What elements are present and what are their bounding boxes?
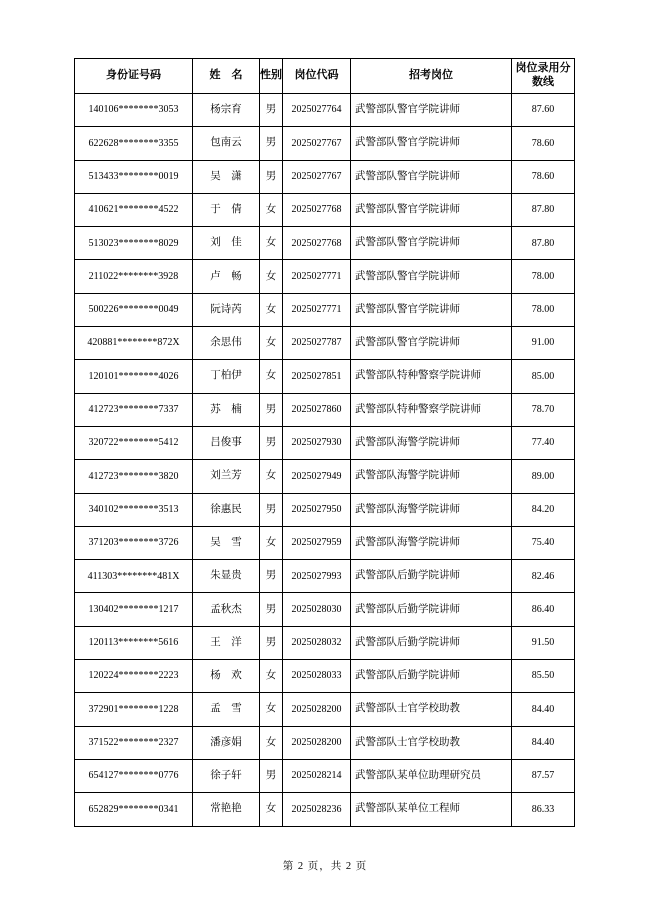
cell-position: 武警部队警官学院讲师 [351,227,512,260]
cell-score: 78.60 [512,127,575,160]
cell-position-code: 2025027767 [283,160,351,193]
table-row [75,560,575,593]
cell-gender: 女 [260,327,283,360]
cell-position-code: 2025027787 [283,327,351,360]
cell-gender: 男 [260,160,283,193]
table-row [75,360,575,393]
cell-name: 杨宗育 [193,94,260,127]
cell-name: 吴 雪 [193,526,260,559]
cell-gender: 男 [260,493,283,526]
cell-score: 86.40 [512,593,575,626]
table-row [75,793,575,826]
cell-name: 苏 楠 [193,393,260,426]
cell-gender: 男 [260,759,283,792]
cell-position-code: 2025028032 [283,626,351,659]
cell-gender: 女 [260,793,283,826]
cell-id-number: 130402********1217 [75,593,193,626]
cell-position: 武警部队警官学院讲师 [351,94,512,127]
cell-gender: 女 [260,193,283,226]
cell-name: 朱显贵 [193,560,260,593]
cell-score: 91.50 [512,626,575,659]
cell-gender: 女 [260,227,283,260]
cell-id-number: 412723********3820 [75,460,193,493]
cell-name: 孟秋杰 [193,593,260,626]
cell-id-number: 211022********3928 [75,260,193,293]
cell-gender: 女 [260,693,283,726]
cell-position: 武警部队警官学院讲师 [351,193,512,226]
cell-name: 徐子轩 [193,759,260,792]
cell-position-code: 2025027949 [283,460,351,493]
cell-score: 87.57 [512,759,575,792]
cell-name: 卢 畅 [193,260,260,293]
cell-position-code: 2025027771 [283,260,351,293]
cell-id-number: 622628********3355 [75,127,193,160]
cell-id-number: 120101********4026 [75,360,193,393]
cell-position-code: 2025027767 [283,127,351,160]
cell-position: 武警部队某单位助理研究员 [351,759,512,792]
table-row [75,127,575,160]
table-body [75,94,575,827]
cell-score: 87.80 [512,227,575,260]
cell-position-code: 2025027930 [283,426,351,459]
cell-score: 85.50 [512,660,575,693]
cell-position-code: 2025028200 [283,726,351,759]
table-row [75,227,575,260]
cell-position: 武警部队警官学院讲师 [351,293,512,326]
cell-id-number: 371203********3726 [75,526,193,559]
cell-position-code: 2025028030 [283,593,351,626]
cell-score: 75.40 [512,526,575,559]
cell-name: 王 洋 [193,626,260,659]
cell-score: 85.00 [512,360,575,393]
cell-gender: 女 [260,726,283,759]
cell-name: 丁柏伊 [193,360,260,393]
cell-position-code: 2025027959 [283,526,351,559]
table-row [75,593,575,626]
cell-position: 武警部队特种警察学院讲师 [351,360,512,393]
cell-gender: 女 [260,460,283,493]
cell-gender: 女 [260,360,283,393]
cell-gender: 男 [260,426,283,459]
cell-position-code: 2025028033 [283,660,351,693]
cell-position: 武警部队士官学校助教 [351,693,512,726]
cell-position: 武警部队警官学院讲师 [351,260,512,293]
table-row [75,260,575,293]
cell-position: 武警部队警官学院讲师 [351,160,512,193]
table-row [75,526,575,559]
cell-id-number: 420881********872X [75,327,193,360]
cell-position: 武警部队士官学校助教 [351,726,512,759]
cell-id-number: 120113********5616 [75,626,193,659]
table-row [75,726,575,759]
cell-score: 78.70 [512,393,575,426]
cell-name: 刘兰芳 [193,460,260,493]
cell-position-code: 2025027768 [283,227,351,260]
cell-score: 84.40 [512,693,575,726]
cell-id-number: 320722********5412 [75,426,193,459]
cell-gender: 男 [260,593,283,626]
cell-gender: 男 [260,393,283,426]
cell-name: 于 倩 [193,193,260,226]
cell-position-code: 2025028214 [283,759,351,792]
cell-score: 78.60 [512,160,575,193]
col-header-id-number: 身份证号码 [75,59,193,94]
cell-gender: 男 [260,127,283,160]
cell-id-number: 513023********8029 [75,227,193,260]
cell-position: 武警部队后勤学院讲师 [351,593,512,626]
cell-position-code: 2025027851 [283,360,351,393]
cell-position: 武警部队海警学院讲师 [351,426,512,459]
cell-gender: 男 [260,560,283,593]
cell-position-code: 2025027771 [283,293,351,326]
cell-position: 武警部队某单位工程师 [351,793,512,826]
cell-position: 武警部队后勤学院讲师 [351,560,512,593]
recruitment-results-table [74,58,575,827]
cell-gender: 女 [260,660,283,693]
cell-gender: 女 [260,260,283,293]
col-header-name: 姓 名 [193,59,260,94]
cell-name: 潘彦娟 [193,726,260,759]
cell-position: 武警部队后勤学院讲师 [351,660,512,693]
cell-id-number: 411303********481X [75,560,193,593]
cell-id-number: 513433********0019 [75,160,193,193]
cell-position: 武警部队后勤学院讲师 [351,626,512,659]
cell-name: 杨 欢 [193,660,260,693]
cell-name: 徐惠民 [193,493,260,526]
table-row [75,626,575,659]
cell-id-number: 652829********0341 [75,793,193,826]
cell-id-number: 120224********2223 [75,660,193,693]
col-header-position: 招考岗位 [351,59,512,94]
cell-score: 86.33 [512,793,575,826]
table-row [75,460,575,493]
cell-name: 余思伟 [193,327,260,360]
table-row [75,660,575,693]
cell-id-number: 500226********0049 [75,293,193,326]
cell-position-code: 2025027768 [283,193,351,226]
cell-id-number: 654127********0776 [75,759,193,792]
col-header-position-code: 岗位代码 [283,59,351,94]
cell-name: 吕俊事 [193,426,260,459]
cell-position-code: 2025027764 [283,94,351,127]
cell-position-code: 2025027950 [283,493,351,526]
cell-score: 78.00 [512,260,575,293]
cell-score: 84.40 [512,726,575,759]
cell-id-number: 372901********1228 [75,693,193,726]
cell-gender: 女 [260,526,283,559]
table-header-row [75,59,575,94]
cell-position: 武警部队警官学院讲师 [351,327,512,360]
cell-name: 包南云 [193,127,260,160]
cell-name: 孟 雪 [193,693,260,726]
col-header-gender: 性别 [260,59,283,94]
cell-score: 77.40 [512,426,575,459]
table-row [75,693,575,726]
cell-name: 刘 佳 [193,227,260,260]
cell-position: 武警部队海警学院讲师 [351,526,512,559]
cell-position: 武警部队警官学院讲师 [351,127,512,160]
cell-score: 78.00 [512,293,575,326]
cell-position-code: 2025027860 [283,393,351,426]
cell-score: 84.20 [512,493,575,526]
cell-id-number: 412723********7337 [75,393,193,426]
cell-position: 武警部队海警学院讲师 [351,493,512,526]
table-row [75,393,575,426]
cell-name: 阮诗芮 [193,293,260,326]
table-row [75,293,575,326]
table-row [75,160,575,193]
cell-position-code: 2025028200 [283,693,351,726]
page-number: 第 2 页，共 2 页 [282,861,368,872]
cell-position: 武警部队海警学院讲师 [351,460,512,493]
table-row [75,759,575,792]
cell-gender: 女 [260,293,283,326]
cell-gender: 男 [260,626,283,659]
cell-gender: 男 [260,94,283,127]
cell-score: 87.60 [512,94,575,127]
cell-position-code: 2025028236 [283,793,351,826]
table-row [75,426,575,459]
cell-position: 武警部队特种警察学院讲师 [351,393,512,426]
cell-score: 82.46 [512,560,575,593]
cell-name: 吴 潇 [193,160,260,193]
table-row [75,327,575,360]
cell-id-number: 340102********3513 [75,493,193,526]
cell-id-number: 140106********3053 [75,94,193,127]
cell-score: 87.80 [512,193,575,226]
cell-id-number: 371522********2327 [75,726,193,759]
table-row [75,94,575,127]
col-header-score-line: 岗位录用分数线 [512,59,575,94]
cell-score: 91.00 [512,327,575,360]
cell-score: 89.00 [512,460,575,493]
table-row [75,493,575,526]
table-row [75,193,575,226]
cell-id-number: 410621********4522 [75,193,193,226]
cell-name: 常艳艳 [193,793,260,826]
cell-position-code: 2025027993 [283,560,351,593]
